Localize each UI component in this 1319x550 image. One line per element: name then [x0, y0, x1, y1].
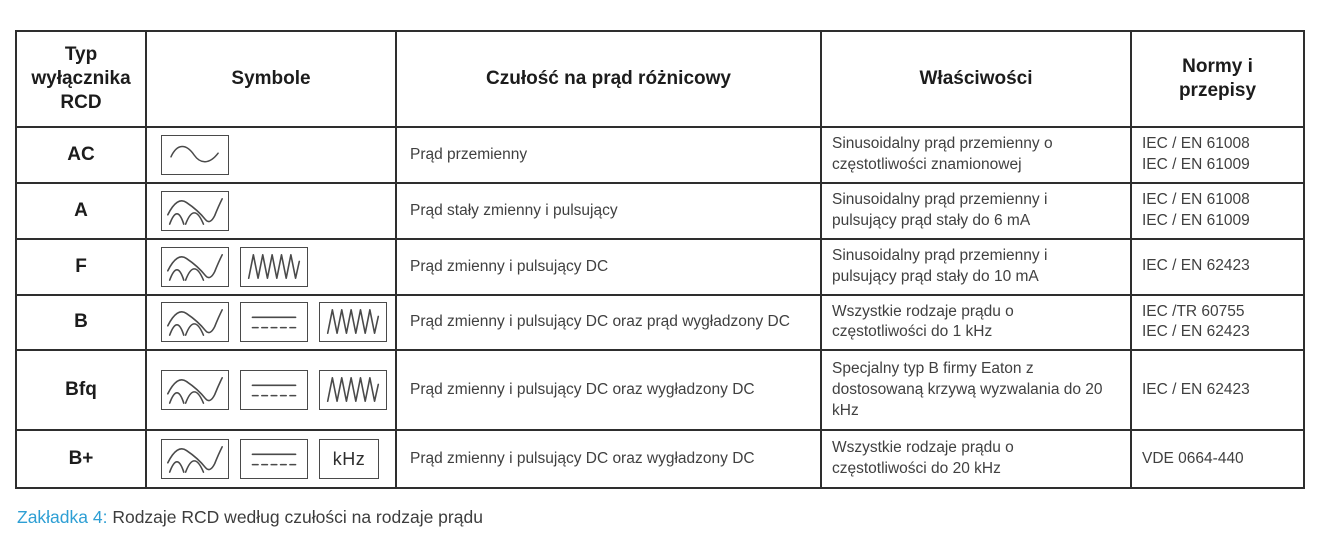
properties-cell: Wszystkie rodzaje prądu o częstotliwości do 1 kHz: [821, 295, 1131, 351]
table-row: [16, 350, 1304, 430]
norm-line: IEC / EN 62423: [1142, 323, 1250, 341]
header-cell-symbole: Symbole: [146, 31, 396, 127]
norm-line: IEC / EN 62423: [1142, 380, 1250, 398]
norms-cell: [1131, 350, 1304, 430]
norm-line: IEC / EN 62423: [1142, 257, 1250, 275]
table-row: [16, 430, 1304, 488]
norm-line: VDE 0664-440: [1142, 449, 1244, 467]
rcd-table: [15, 30, 1305, 489]
smooth-dc-icon: [240, 370, 308, 410]
pulsating-dc-icon: [161, 247, 229, 287]
header-cell-typ-wylacznika: Typ wyłącznika RCD: [16, 31, 146, 127]
sensitivity-cell: Prąd przemienny: [396, 127, 821, 183]
smooth-dc-icon: [240, 302, 308, 342]
high-frequency-icon: [319, 302, 387, 342]
properties-cell: Sinusoidalny prąd przemienny i pulsujący prąd stały do 6 mA: [821, 183, 1131, 239]
norm-line: IEC /TR 60755: [1142, 302, 1245, 320]
caption-text: Rodzaje RCD według czułości na rodzaje prądu: [107, 507, 483, 528]
properties-cell: Wszystkie rodzaje prądu o częstotliwości do 20 kHz: [821, 430, 1131, 488]
table-row: [16, 295, 1304, 351]
norm-line: IEC / EN 61009: [1142, 155, 1250, 173]
sine-wave-icon: [161, 135, 229, 175]
header-cell-czulosc: Czułość na prąd różnicowy: [396, 31, 821, 127]
high-frequency-icon: [240, 247, 308, 287]
header-cell-normy: Normy i przepisy: [1131, 31, 1304, 127]
type-cell: AC: [16, 127, 146, 183]
pulsating-dc-icon: [161, 302, 229, 342]
symbols-cell: [146, 239, 396, 295]
high-frequency-icon: [319, 370, 387, 410]
pulsating-dc-icon: [161, 370, 229, 410]
symbols-cell: [146, 183, 396, 239]
symbols-cell: [146, 295, 396, 351]
properties-cell: Sinusoidalny prąd przemienny i pulsujący prąd stały do 10 mA: [821, 239, 1131, 295]
table-row: [16, 183, 1304, 239]
norm-line: IEC / EN 61008: [1142, 190, 1250, 208]
table-row: [16, 127, 1304, 183]
table-caption: [17, 507, 1303, 528]
header-cell-wlasciwosci: Właściwości: [821, 31, 1131, 127]
sensitivity-cell: Prąd zmienny i pulsujący DC oraz wygładzony DC: [396, 350, 821, 430]
type-cell: F: [16, 239, 146, 295]
sensitivity-cell: Prąd zmienny i pulsujący DC oraz wygładzony DC: [396, 430, 821, 488]
norms-cell: [1131, 295, 1304, 351]
properties-cell: Specjalny typ B firmy Eaton z dostosowaną krzywą wyzwalania do 20 kHz: [821, 350, 1131, 430]
sensitivity-cell: Prąd stały zmienny i pulsujący: [396, 183, 821, 239]
pulsating-dc-icon: [161, 191, 229, 231]
sensitivity-cell: Prąd zmienny i pulsujący DC oraz prąd wygładzony DC: [396, 295, 821, 351]
type-cell: A: [16, 183, 146, 239]
norm-line: IEC / EN 61009: [1142, 211, 1250, 229]
sensitivity-cell: Prąd zmienny i pulsujący DC: [396, 239, 821, 295]
type-cell: Bfq: [16, 350, 146, 430]
table-row: [16, 239, 1304, 295]
type-cell: B+: [16, 430, 146, 488]
type-cell: B: [16, 295, 146, 351]
symbols-cell: [146, 127, 396, 183]
norms-cell: [1131, 239, 1304, 295]
symbols-cell: [146, 350, 396, 430]
table-body: [16, 127, 1304, 488]
norm-line: IEC / EN 61008: [1142, 135, 1250, 152]
smooth-dc-icon: [240, 439, 308, 479]
properties-cell: Sinusoidalny prąd przemienny o częstotliwości znamionowej: [821, 127, 1131, 183]
symbols-cell: [146, 430, 396, 488]
khz-badge: kHz: [319, 439, 379, 479]
norms-cell: [1131, 127, 1304, 183]
norms-cell: [1131, 183, 1304, 239]
pulsating-dc-icon: [161, 439, 229, 479]
caption-label: Zakładka 4:: [17, 507, 108, 528]
table-header-row: [16, 31, 1304, 127]
norms-cell: [1131, 430, 1304, 488]
